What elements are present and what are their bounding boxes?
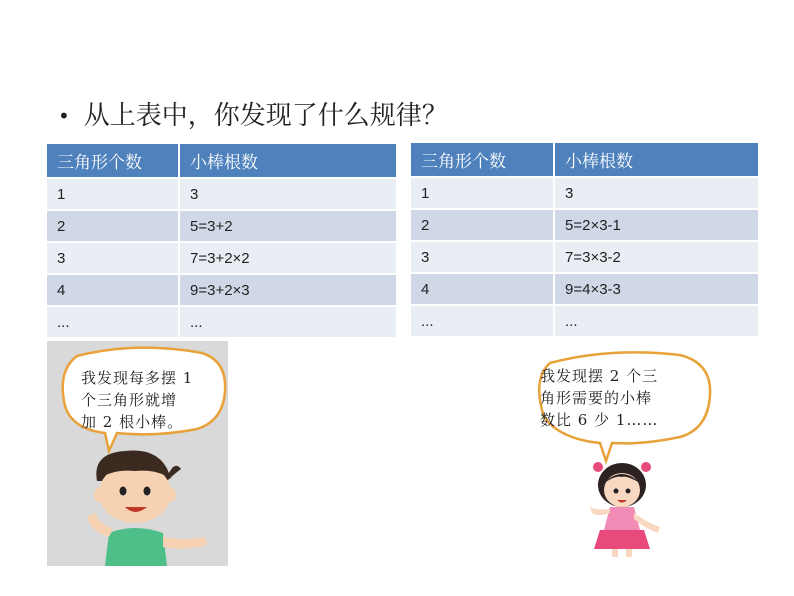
cell-stick-count: 7=3×3-2 — [554, 241, 759, 273]
cell-stick-count: 7=3+2×2 — [179, 242, 397, 274]
cell-triangle-count: ... — [411, 305, 554, 336]
table-row — [411, 273, 759, 305]
question-text: 从上表中，你发现了什么规律？ — [83, 101, 448, 131]
left-table — [47, 144, 398, 337]
bubble-line: 角形需要的小棒 — [540, 389, 653, 407]
header-stick-count: 小棒根数 — [554, 143, 759, 177]
cell-triangle-count: 3 — [411, 241, 554, 273]
table-row — [411, 209, 759, 241]
girl-illustration — [530, 345, 720, 560]
bubble-line: 加 2 根小棒。 — [81, 413, 184, 431]
question-title — [58, 98, 448, 134]
table-row — [47, 274, 397, 306]
boy-speech-bubble — [81, 367, 193, 433]
cell-triangle-count: 4 — [411, 273, 554, 305]
cell-triangle-count: 1 — [411, 177, 554, 209]
header-triangle-count: 三角形个数 — [411, 143, 554, 177]
bubble-line: 我发现每多摆 1 — [81, 369, 194, 387]
header-stick-count: 小棒根数 — [179, 144, 397, 178]
cell-triangle-count: 3 — [47, 242, 179, 274]
bubble-line: 个三角形就增 — [81, 391, 178, 409]
cell-stick-count: 9=4×3-3 — [554, 273, 759, 305]
table-header-row — [411, 143, 759, 177]
boy-illustration — [47, 341, 228, 566]
table-row — [411, 177, 759, 209]
table-row — [47, 306, 397, 337]
cell-stick-count: ... — [554, 305, 759, 336]
cell-stick-count: 9=3+2×3 — [179, 274, 397, 306]
table-row — [411, 305, 759, 336]
cell-triangle-count: 1 — [47, 178, 179, 210]
girl-speech-bubble — [540, 365, 658, 431]
cell-stick-count: 3 — [554, 177, 759, 209]
cell-triangle-count: 2 — [47, 210, 179, 242]
bubble-line: 我发现摆 2 个三 — [540, 367, 659, 385]
cell-triangle-count: 2 — [411, 209, 554, 241]
cell-stick-count: 3 — [179, 178, 397, 210]
header-triangle-count: 三角形个数 — [47, 144, 179, 178]
cell-stick-count: 5=3+2 — [179, 210, 397, 242]
bubble-line: 数比 6 少 1…… — [540, 411, 659, 429]
cell-stick-count: ... — [179, 306, 397, 337]
table-row — [411, 241, 759, 273]
table-header-row — [47, 144, 397, 178]
table-row — [47, 210, 397, 242]
table-row — [47, 178, 397, 210]
cell-triangle-count: 4 — [47, 274, 179, 306]
bullet-icon: • — [58, 104, 70, 128]
cell-stick-count: 5=2×3-1 — [554, 209, 759, 241]
right-table — [411, 143, 760, 336]
cell-triangle-count: ... — [47, 306, 179, 337]
table-row — [47, 242, 397, 274]
